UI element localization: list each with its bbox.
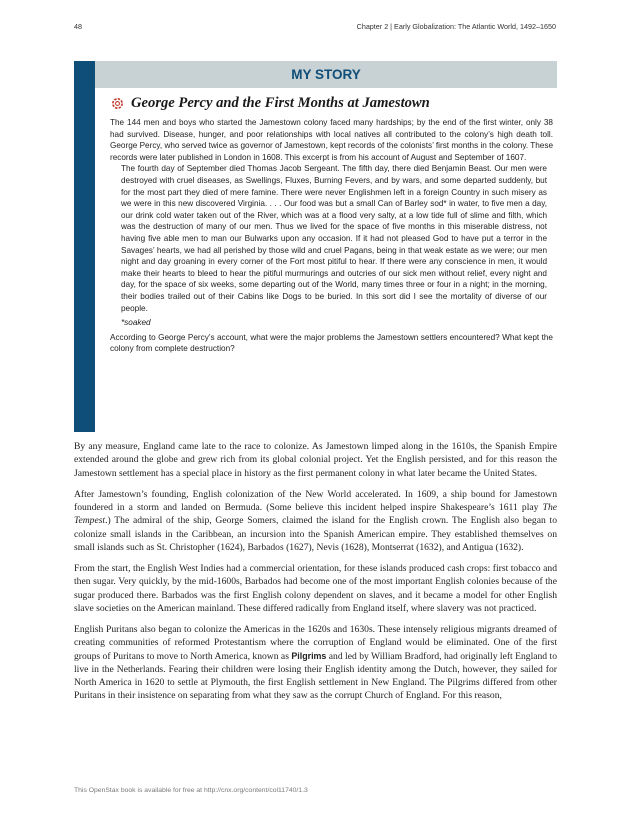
- my-story-icon: [110, 96, 125, 111]
- paragraph-4: [74, 623, 557, 703]
- body-text: [74, 440, 557, 711]
- footnote: *soaked: [121, 318, 151, 328]
- quote-text: The fourth day of September died Thomas Jacob Sergeant. The fifth day, there died Benjamin Beast. Our men were destroyed with cruel diseases, as Swellings, Fluxes, Burning Fevers, and by wars, and some departed suddenly, but for the most part they died of mere famine. There were never Englishmen left in a foreign Country in such misery as we were in this new discovered Virginia. . . . Our food was but a small Can of Barley sod* in water, to five men a day, our drink cold water taken out of the River, which was at a flood very salty, at a low tide full of slime and filth, which was the destruction of many of our men. Thus we lived for the space of five months in this miserable distress, not having five able men to man our Bulwarks upon any occasion. If it had not pleased God to have put a terror in the Savages’ hearts, we had all perished by those wild and cruel Pagans, being in that weak estate as we were; our men night and day groaning in every corner of the Fort most pitiful to hear. If there were any conscience in men, it would make their hearts to bleed to hear the pitiful murmurings and outcries of our sick men without relief, every night and day, for the space of six weeks, some departing out of the World, many times three or four in a night; in the morning, their bodies trailed out of their Cabins like Dogs to be buried. In this sort did I see the mortality of diverse of our people.: [121, 164, 547, 313]
- paragraph-2: [74, 488, 557, 554]
- paragraph-4-text-a: English Puritans also began to colonize the Americas in the 1620s and 1630s. These intensely religious migrants dreamed of creating communities of reformed Protestantism where the corruption of England would be eliminated. One of the first groups of Puritans to move to North America, known as: [74, 624, 557, 662]
- page-footer: This OpenStax book is available for free at http://cnx.org/content/col11740/1.3: [74, 787, 308, 794]
- paragraph-1: By any measure, England came late to the race to colonize. As Jamestown limped along in the 1610s, the Spanish Empire extended around the globe and grew rich from its global colonial project. Yet the English persisted, and for this reason the Jamestown settlement has a special place in history as the first permanent colony in what later became the United States.: [74, 441, 557, 479]
- feature-question: According to George Percy’s account, what were the major problems the Jamestown settlers encountered? What kept the colony from complete destruction?: [110, 332, 553, 354]
- paragraph-2-text-b: .) The admiral of the ship, George Somers, claimed the island for the English crown. The English also began to colonize small islands in the Caribbean, an incursion into the Spanish American empire. They established themselves on small islands such as St. Christopher (1624), Barbados (1627), Nevis (1628), Montserrat (1632), and Antigua (1632).: [74, 515, 557, 553]
- page-number: 48: [74, 22, 82, 31]
- paragraph-4-text-b: and led by William Bradford, had originally left England to live in the Netherlands. Fearing their children were losing their English identity among the Dutch, however, they sailed for North America in 1620 to settle at Plymouth, the first English settlement in New England. The Pilgrims differed from other Puritans in their insistence on separating from what they saw as the corrupt Church of England. For this reason,: [74, 650, 557, 702]
- quote-block: [121, 163, 553, 314]
- running-header: Chapter 2 | Early Globalization: The Atlantic World, 1492–1650: [356, 22, 556, 31]
- feature-label: MY STORY: [95, 61, 557, 88]
- paragraph-2-text-a: After Jamestown’s founding, English colonization of the New World accelerated. In 1609, a ship bound for Jamestown foundered in a storm and landed on Bermuda. (Some believe this incident helped inspire Shakespeare’s 1611 play: [74, 488, 557, 513]
- paragraph-3: From the start, the English West Indies had a commercial orientation, for these islands produced cash crops: first tobacco and then sugar. Very quickly, by the mid-1600s, Barbados had become one of the most important English colonies because of the sugar produced there. Barbados was the first English colony dependent on slaves, and it became a model for other English slave societies on the American mainland. These differed radically from England itself, where slavery was not practiced.: [74, 563, 557, 614]
- play-title: The Tempest: [74, 502, 557, 527]
- feature-side-bar: [74, 61, 95, 432]
- feature-title-row: [110, 93, 553, 113]
- my-story-feature: [74, 61, 557, 432]
- feature-title: George Percy and the First Months at Jamestown: [131, 94, 430, 111]
- feature-content: [110, 93, 553, 355]
- key-term-pilgrims: Pilgrims: [291, 650, 327, 661]
- feature-intro: The 144 men and boys who started the Jamestown colony faced many hardships; by the end of the first winter, only 38 had survived. Disease, hunger, and poor relationships with local natives all contributed to the colony’s high death toll. George Percy, who served twice as governor of Jamestown, kept records of the colonists’ first months in the colony. These records were later published in London in 1608. This excerpt is from his account of August and September of 1607.: [110, 118, 553, 162]
